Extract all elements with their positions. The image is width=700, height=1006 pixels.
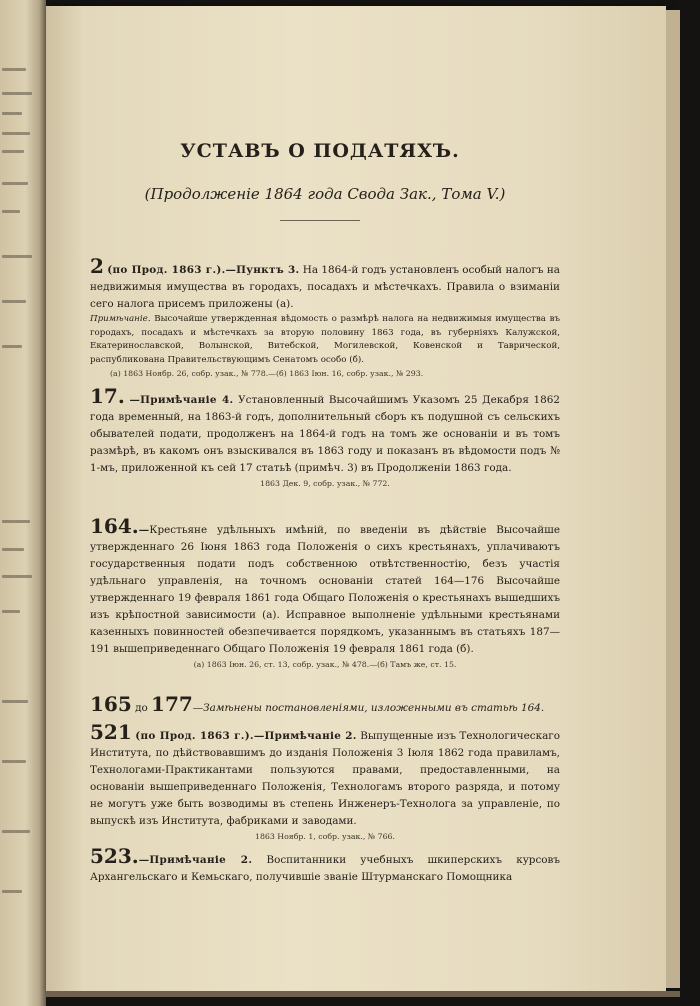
article-number: 165: [90, 692, 132, 716]
left-facing-page: [0, 0, 46, 1006]
article-text: Установленный Высочайшимъ Указомъ 25 Декабря 1862 года временный, на 1863-й годъ, дополнительный сборъ къ подушной съ сельскихъ обывателей подати, продолженъ на 1864-й годъ на томъ же основаніи и въ томъ размѣрѣ, въ какомъ онъ взыскивался въ 1863 году и показанъ въ вѣдомости подъ № 1-мъ, приложенной къ сей 17 статьѣ (примѣч. 3) въ Продолженіи 1863 года.: [90, 394, 560, 474]
article-number: 523.: [90, 844, 139, 868]
note-label: Примѣчаніе.: [90, 314, 151, 324]
article-17: [90, 384, 560, 490]
page-bottom-edge: [46, 991, 680, 997]
article-number: 521: [90, 720, 132, 744]
article-lead: до: [135, 702, 148, 714]
article-2: [90, 254, 560, 380]
article-lead: (по Прод. 1863 г.).—Пунктъ 3.: [107, 264, 300, 276]
article-number-end: 177: [151, 692, 193, 716]
page-stack-edge: [666, 10, 680, 988]
legal-reference: 1863 Дек. 9, собр. узак., № 772.: [260, 479, 390, 488]
title-divider: [280, 220, 360, 221]
article-165-177: [90, 692, 560, 717]
page-title: УСТАВЪ О ПОДАТЯХЪ.: [180, 140, 460, 162]
legal-reference: 1863 Ноябр. 1, собр. узак., № 766.: [254, 832, 395, 841]
article-lead: —: [138, 524, 150, 536]
page-subtitle: (Продолженіе 1864 года Свода Зак., Тома V.): [144, 185, 506, 203]
article-number: 17.: [90, 384, 125, 408]
article-text: Воспитанники учебныхъ шкиперскихъ курсовъ Архангельскаго и Кемьскаго, получившіе званіе Штурманскаго Помощника: [90, 854, 560, 883]
legal-reference: (а) 1863 Іюн. 26, ст. 13, собр. узак., № 478.—(б) Тамъ же, ст. 15.: [193, 660, 457, 669]
left-page-text-fragments: [0, 0, 46, 1006]
article-number: 164.: [90, 514, 139, 538]
article-text: Выпущенные изъ Технологическаго Института, по дѣйствовавшимъ до изданія Положенія 3 Іюля 1862 года правиламъ, Технологами-Практикантами пользуются правами, предоставленными, на основаніи вышеприведеннаго Положенія, Технологамъ второго разряда, и потому не могутъ уже быть возводимы въ степень Инженеръ-Технолога за управленіе, по выпускѣ изъ Института, фабриками и заводами.: [90, 730, 560, 827]
article-521: [90, 720, 560, 843]
article-523: [90, 844, 560, 886]
article-text: На 1864-й годъ установленъ особый налогъ на недвижимыя имущества въ городахъ, посадахъ и мѣстечкахъ. Правила о взиманіи сего налога присемъ приложены (а).: [90, 264, 560, 310]
article-lead: —Примѣчаніе 4.: [129, 394, 234, 406]
article-lead: (по Прод. 1863 г.).—Примѣчаніе 2.: [135, 730, 357, 742]
article-164: [90, 514, 560, 671]
note-text: Высочайше утвержденная вѣдомость о размѣрѣ налога на недвижимыя имущества въ городахъ, посадахъ и мѣстечкахъ за вторую половину 1863 года, въ губерніяхъ Калужской, Екатеринославской, Волынской, Витебской, Могилевской, Ковенской и Таврической, распубликована Правительствующимъ Сенатомъ особо (б).: [90, 314, 560, 365]
legal-reference: (а) 1863 Ноябр. 26, собр. узак., № 778.—(б) 1863 Іюн. 16, собр. узак., № 293.: [110, 369, 424, 378]
article-number: 2: [90, 254, 104, 278]
article-text: Крестьяне удѣльныхъ имѣній, по введеніи въ дѣйствіе Высочайше утвержденнаго 26 Іюня 1863 года Положенія о сихъ крестьянахъ, уплачиваютъ государственныя подати подъ собственною отвѣтственностію, безъ участія удѣльнаго управленія, на точномъ основаніи статей 164—176 Высочайше утвержденнаго 19 февраля 1861 года Общаго Положенія о крестьянахъ вышедшихъ изъ крѣпостной зависимости (а). Исправное выполненіе удѣльными крестьянами казенныхъ повинностей обезпечивается порядкомъ, указаннымъ въ статьяхъ 187—191 вышеприведеннаго Общаго Положенія 19 февраля 1861 года (б).: [90, 524, 560, 655]
article-lead: —Примѣчаніе 2.: [138, 854, 253, 866]
article-text: —Замѣнены постановленіями, изложенными въ статьѣ 164.: [192, 702, 545, 714]
